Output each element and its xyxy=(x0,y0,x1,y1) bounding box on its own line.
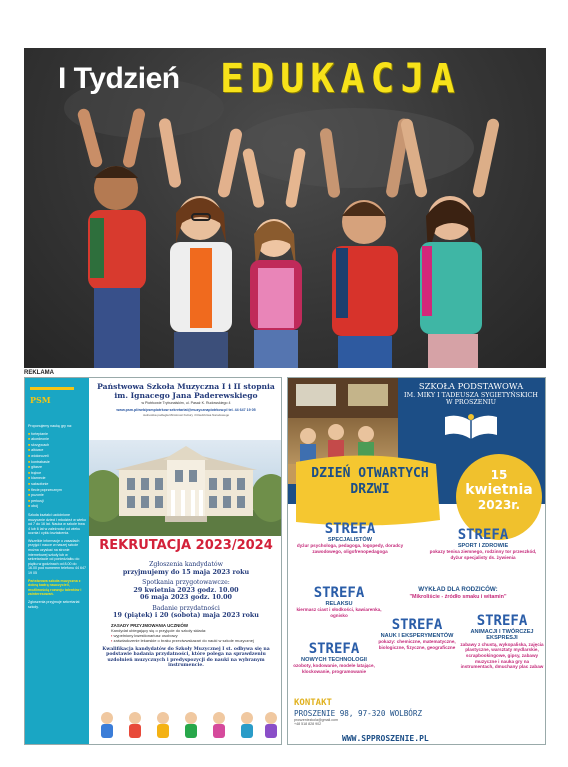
rules-intro: Kandydat ubiegający się o przyjęcie do szkoły składa: xyxy=(111,627,207,633)
school-address: w Piotrkowie Trybunalskim, ul. Pasaż K. Rudowskiego 4 xyxy=(141,401,231,405)
recruitment-details xyxy=(89,558,282,669)
instrument-item: ■ klarnecie xyxy=(28,476,86,482)
instrument-item: ■ perkusji xyxy=(28,499,86,505)
meetings-label: Spotkania przygotowawcze: xyxy=(142,579,230,586)
contact-block xyxy=(294,698,494,726)
musician-kids-illustration xyxy=(89,704,282,744)
primary-school-ad xyxy=(287,377,546,745)
instrument-item: ■ puzonie xyxy=(28,493,86,499)
highlight-text: Państwowa szkoła muzyczna z dobrą kadrą nauczycieli, możliwością rozwoju talentów i zainteresowań. xyxy=(28,578,82,597)
zone-subtitle: NOWYCH TECHNOLOGII xyxy=(301,657,367,663)
hero-banner xyxy=(24,48,546,368)
event-date-month: kwietnia xyxy=(465,482,533,498)
open-day-title: DZIEŃ OTWARTYCH DRZWI xyxy=(311,466,429,497)
lecture-title: "Mikroliście - źródło smaku i witamin" xyxy=(409,594,507,600)
school-name-line-2: IM. MIKY I TADEUSZA SYGIETYŃSKICH xyxy=(404,390,538,399)
music-school-sidebar xyxy=(25,378,89,744)
contact-address: PROSZENIE 98, 97-320 WOLBÓRZ xyxy=(294,709,423,718)
zone-subtitle: SPECJALISTÓW xyxy=(327,537,373,543)
zone-heading: STREFA xyxy=(308,641,360,657)
music-school-ad xyxy=(24,377,282,745)
instrument-item: ■ altówce xyxy=(28,448,86,454)
logo-text: PSM xyxy=(30,395,51,405)
zone-subtitle: SPORT I ZDROWIE xyxy=(457,543,509,549)
zone-description: dyżur psychologa, pedagoga, logopedy, doradcy zawodowego, oligofrenopedagoga xyxy=(296,543,404,554)
qualification-text: Kwalifikacja kandydatów do Szkoły Muzycznej I st. odbywa się na podstawie badania przydatności, które polega na sprawdzeniu uzdolnień muzycznych i predyspozycji do nauki na wybranym instrumencie. xyxy=(102,646,270,669)
instrument-item: ■ gitarze xyxy=(28,465,86,471)
hero-title-white: I Tydzień xyxy=(58,62,180,95)
instrument-item: ■ wiolonczeli xyxy=(28,454,86,460)
instrument-list xyxy=(28,432,86,510)
instrument-item: ■ flecie poprzecznym xyxy=(28,488,86,494)
instrument-item: ■ obój xyxy=(28,504,86,510)
meeting-date-2: 06 maja 2023 godz. 10.00 xyxy=(140,593,232,601)
zone-specialists xyxy=(292,522,408,555)
school-note: Jednostka podległa Ministrowi Kultury i Dziedzictwa Narodowego xyxy=(142,413,230,417)
zone-description: zabawy z chustą, wykopaliska, zajęcia plastyczne, warsztaty mydlarskie, scrapbookingowe, gipsy, zabawy muzyczne i nauka gry na instrumentach, dmuchany plac zabaw xyxy=(460,641,544,670)
zone-description: kiermasz ciast i słodkości, kawiarenka, ognisko xyxy=(296,607,382,618)
meeting-date-1: 29 kwietnia 2023 godz. 10.00 xyxy=(133,585,239,594)
instrument-item: ■ skrzypcach xyxy=(28,443,86,449)
instrument-item: ■ akordeonie xyxy=(28,437,86,443)
school-name-line-3: W PROSZENIU xyxy=(446,398,496,407)
zone-relax xyxy=(294,586,384,619)
event-date-year: 2023r. xyxy=(477,498,521,512)
primary-school-name xyxy=(400,382,542,442)
school-name-line-1: Państwowa Szkoła Muzyczna I i II stopnia xyxy=(97,382,275,391)
zone-description: pokazy tenisa ziemnego, rodzinny tor przeszkód, dyżur specjalisty ds. żywienia xyxy=(429,549,537,560)
music-school-main xyxy=(89,378,282,744)
admission-info: Wszelkie informacje o zasadach przyjęć i nauce w naszej szkole można uzyskać na stronie internetowej szkoły lub w sekretariacie od poniedziałku do piątku w godzinach od 8.00 do 16.00 pod numerem telefonu 44 647 19 05 xyxy=(28,538,86,576)
instrument-item: ■ saksofonie xyxy=(28,482,86,488)
zone-heading: STREFA xyxy=(324,521,376,537)
contact-phone: +48 518 828 902 xyxy=(294,722,322,726)
rule-item: ▪ wypełniony kwestionariusz osobowy xyxy=(111,633,282,638)
admission-rules xyxy=(89,623,282,643)
open-book-icon xyxy=(441,411,501,439)
lecture-label: WYKŁAD DLA RODZICÓW: xyxy=(418,586,498,593)
aptitude-test-label: Badanie przydatności xyxy=(152,604,220,612)
aptitude-test-dates: 19 (piątek) i 20 (sobota) maja 2023 roku xyxy=(113,611,259,619)
zone-animation xyxy=(460,614,544,670)
rule-item: ▪ zaświadczenie lekarskie o braku przeciwwskazań do nauki w szkole muzycznej xyxy=(111,638,282,643)
contact-email: proszeniezkola@gmail.com xyxy=(294,718,338,722)
school-building-photo xyxy=(89,440,282,536)
zone-science xyxy=(374,618,460,651)
zone-subtitle: NAUK I EKSPERYMENTÓW xyxy=(380,633,454,639)
zone-sport xyxy=(424,528,542,561)
school-contact: www.psm.pl/web/psmpiotrkow sekretariat@muzycznapiotrkow.pl tel. 44 647 19 05 xyxy=(116,408,256,412)
zone-heading: STREFA xyxy=(391,617,443,633)
zone-technology xyxy=(292,642,376,675)
instruments-intro: Proponujemy naukę gry na: xyxy=(28,424,72,428)
kid-2 xyxy=(158,117,243,368)
zone-heading: STREFA xyxy=(476,613,528,629)
recruitment-title: REKRUTACJA 2023/2024 xyxy=(99,538,273,553)
kid-3 xyxy=(242,147,306,368)
advert-label: REKLAMA xyxy=(24,370,54,376)
secretary-note: Zgłoszenia przyjmuje sekretariat szkoły. xyxy=(28,600,80,609)
zone-subtitle: RELAKSU xyxy=(325,601,353,607)
zone-description: ozoboty, kodowanie, modele latające, klockowanie, programowanie xyxy=(293,663,375,674)
instrument-item: ■ trąbce xyxy=(28,471,86,477)
kid-1 xyxy=(76,107,146,368)
applications-label: Zgłoszenia kandydatów xyxy=(149,561,223,568)
applications-deadline: przyjmujemy do 15 maja 2023 roku xyxy=(122,567,250,576)
school-description: Szkoła kształci uzdolnione muzycznie dzieci i młodzież w wieku od 7 do 16 lat. Nauka w szkole trwa 4 lub 6 lat w zależności od wieku ucznia i cyklu kształcenia. xyxy=(28,512,86,536)
hero-title-yellow: EDUKACJA xyxy=(220,56,461,102)
music-school-header xyxy=(89,378,282,417)
school-name-line-1: SZKOŁA PODSTAWOWA xyxy=(418,381,524,391)
school-name-line-2: im. Ignacego Jana Paderewskiego xyxy=(114,391,258,400)
website-link[interactable]: WWW.SPPROSZENIE.PL xyxy=(342,734,429,743)
event-date-day: 15 xyxy=(490,468,508,482)
contact-heading: KONTAKT xyxy=(294,698,332,708)
zone-subtitle: ANIMACJI I TWÓRCZEJ EKSPRESJI xyxy=(470,629,534,642)
parents-lecture xyxy=(388,586,528,600)
zone-heading: STREFA xyxy=(457,527,509,543)
zone-description: pokazy: chemiczne, matematyczne, biologiczne, fizyczne, geograficzne xyxy=(378,639,456,650)
instrument-item: ■ kontrabasie xyxy=(28,460,86,466)
logo-stripe xyxy=(30,387,74,390)
instrument-item: ■ fortepianie xyxy=(28,432,86,438)
music-school-logo xyxy=(28,381,84,421)
zone-heading: STREFA xyxy=(313,585,365,601)
rules-title: ZASADY PRZYJMOWANIA UCZNIÓW xyxy=(111,622,189,628)
